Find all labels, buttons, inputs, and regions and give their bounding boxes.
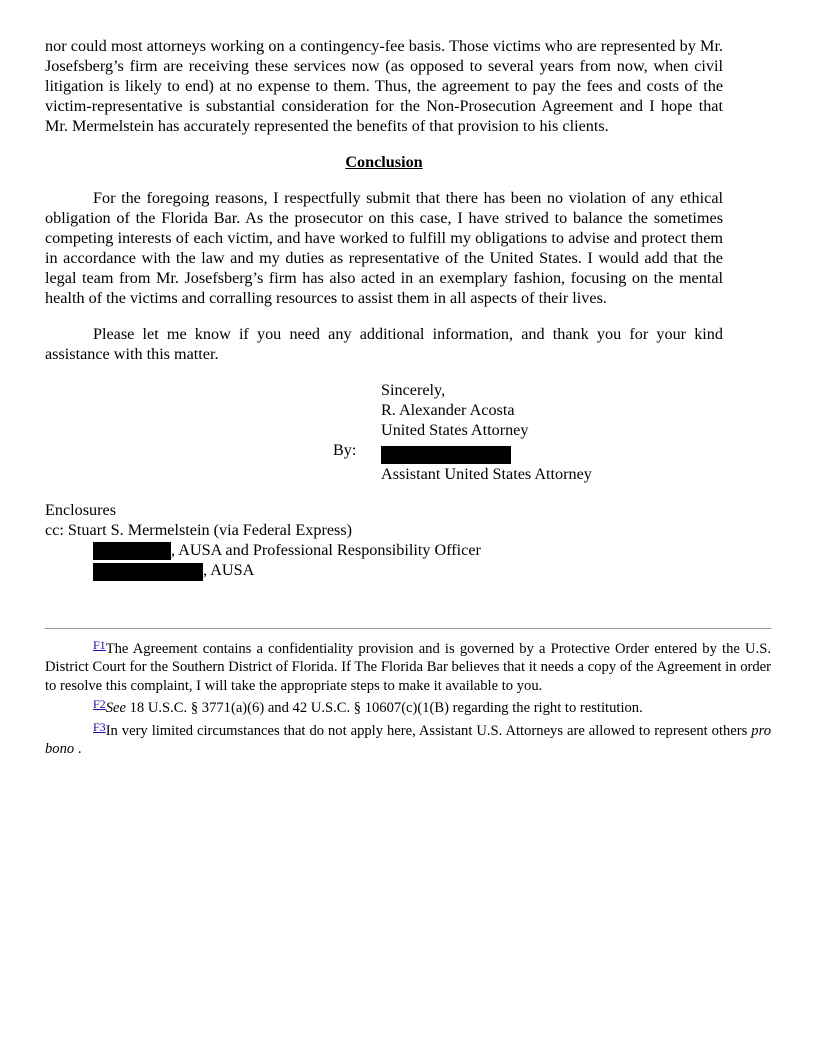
cc-line-primary: cc: Stuart S. Mermelstein (via Federal Express) bbox=[45, 521, 353, 539]
conclusion-heading: Conclusion bbox=[345, 153, 423, 171]
signature-closing: Sincerely, bbox=[381, 381, 446, 399]
paragraph-contingency: nor could most attorneys working on a contingency-fee basis. Those victims who are represented by Mr. Josefsberg’s firm are receiving these services now (as opposed to several years from now, when civil litigation is likely to end) at no expense to them. Thus, the agreement to pay the fees and costs of the victim-representative is substantial consideration for the Non-Prosecution Agreement and I hope that Mr. Mermelstein has accurately represented the benefits of that provision to his clients. bbox=[45, 37, 723, 135]
paragraph-closing-request: Please let me know if you need any additional information, and thank you for your kind assistance with this matter. bbox=[45, 325, 723, 363]
footnote-3: $^{F3}$In very limited circumstances that do not apply here, Assistant U.S. Attorneys are allowed to represent others pro bono . bbox=[45, 719, 771, 758]
footnote-link-1[interactable]: F1 bbox=[93, 638, 106, 652]
enclosures-and-cc bbox=[45, 500, 723, 581]
redacted-signer bbox=[381, 444, 511, 464]
signature-by-label: By: bbox=[333, 441, 357, 459]
signature-title: United States Attorney bbox=[381, 421, 529, 439]
footnote-divider bbox=[45, 628, 771, 629]
footnotes bbox=[45, 640, 771, 762]
cc-line-professional-responsibility: , AUSA and Professional Responsibility Officer bbox=[45, 540, 723, 560]
signature-block bbox=[45, 380, 723, 500]
footnote-link-2[interactable]: F2 bbox=[93, 697, 106, 712]
signature-name: R. Alexander Acosta bbox=[381, 401, 515, 419]
redacted-name bbox=[93, 563, 203, 581]
letter-body bbox=[45, 36, 723, 581]
redacted-name bbox=[93, 542, 171, 560]
signature-assistant-title: Assistant United States Attorney bbox=[381, 465, 592, 483]
footnote-link-3[interactable]: F3 bbox=[93, 719, 106, 734]
footnote-2: $^{F2}$See 18 U.S.C. § 3771(a)(6) and 42 U.S.C. § 10607(c)(1(B) regarding the right to restitution. bbox=[93, 697, 643, 717]
enclosures-label: Enclosures bbox=[45, 501, 117, 519]
footnote-1: $^{F1}$The Agreement contains a confidentiality provision and is governed by a Protective Order entered by the U.S. District Court for the Southern District of Florida. If The Florida Bar believes that it needs a copy of the Agreement in order to resolve this complaint, I will take the appropriate steps to make it available to you. bbox=[45, 638, 771, 694]
cc-line-ausa: , AUSA bbox=[45, 560, 723, 580]
paragraph-conclusion: For the foregoing reasons, I respectfully submit that there has been no violation of any ethical obligation of the Florida Bar. As the prosecutor on this case, I have strived to balance the sometimes competing interests of each victim, and have worked to fulfill my obligations to advise and protect them in accordance with the law and my duties as representative of the United States. I would add that the legal team from Mr. Josefsberg’s firm has also acted in an exemplary fashion, focusing on the mental health of the victims and corralling resources to assist them in all aspects of their lives. bbox=[45, 189, 723, 307]
